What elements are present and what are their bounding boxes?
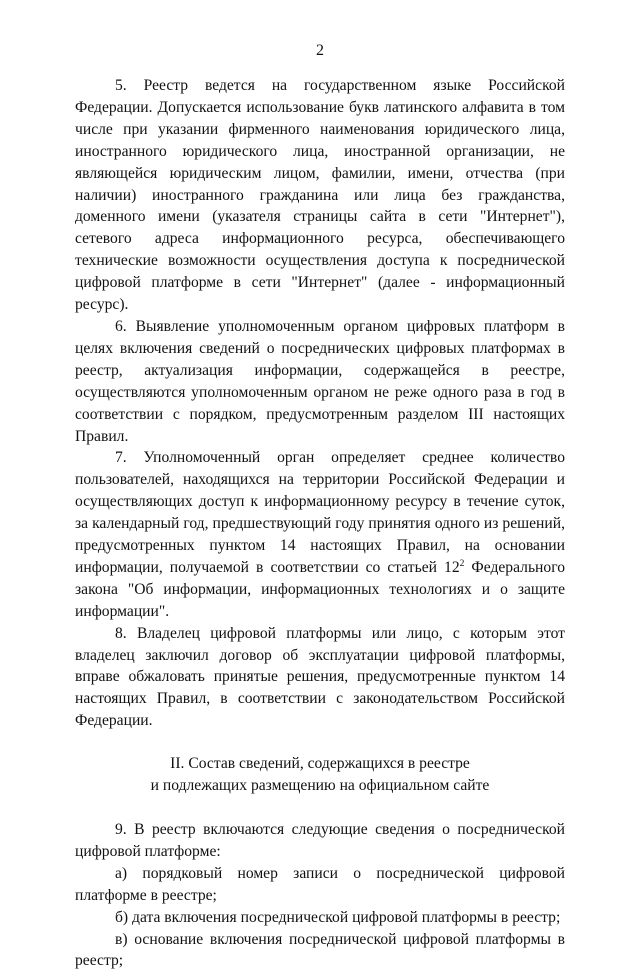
paragraph-7-text-end: Федерального закона "Об информации, информационных технологиях и о защите информации".	[75, 558, 565, 620]
article-superscript: 2	[459, 558, 465, 569]
section-heading-line-1: II. Состав сведений, содержащихся в реестре	[170, 755, 470, 773]
page-number: 2	[316, 42, 324, 59]
paragraph-8: 8. Владелец цифровой платформы или лицо, с которым этот владелец заключил договор об эксплуатации цифровой платформы, вправе обжаловать принятые решения, предусмотренные пунктом 14 настоящих Правил, в соответствии с законодательством Российской Федерации.	[75, 624, 565, 730]
section-heading-line-2: и подлежащих размещению на официальном сайте	[150, 777, 490, 795]
paragraph-7	[75, 447, 565, 622]
paragraph-9: 9. В реестр включаются следующие сведения о посреднической цифровой платформе:	[75, 821, 565, 860]
paragraph-7-text: 7. Уполномоченный орган определяет среднее количество пользователей, находящихся на территории Российской Федерации и осуществляющих доступ к информационному ресурсу в течение суток, за календарный год, предшествующий году принятия одного из решений, предусмотренных пунктом 14 настоящих Правил, на основании информации, получаемой в соответствии со статьей 12	[75, 449, 565, 576]
paragraph-6: 6. Выявление уполномоченным органом цифровых платформ в целях включения сведений о посреднических цифровых платформах в реестр, актуализация информации, содержащейся в реестре, осуществляются уполномоченным органом не реже одного раза в год в соответствии с порядком, предусмотренным разделом III настоящих Правил.	[75, 317, 565, 445]
list-item-b: б) дата включения посреднической цифровой платформы в реестр;	[115, 908, 561, 926]
document-body	[75, 75, 565, 972]
section-heading	[75, 753, 565, 797]
list-item-a: а) порядковый номер записи о посреднической цифровой платформе в реестре;	[75, 864, 565, 904]
paragraph-5: 5. Реестр ведется на государственном языке Российской Федерации. Допускается использование букв латинского алфавита в том числе при указании фирменного наименования юридического лица, иностранного юридического лица, иностранной организации, не являющейся юридическим лицом, фамилии, имени, отчества (при наличии) иностранного гражданина или лица без гражданства, доменного имени (указателя страницы сайта в сети "Интернет"), сетевого адреса информационного ресурса, обеспечивающего технические возможности осуществления доступа к посреднической цифровой платформе в сети "Интернет" (далее - информационный ресурс).	[75, 77, 565, 314]
list-item-c: в) основание включения посреднической цифровой платформы в реестр;	[75, 930, 565, 970]
